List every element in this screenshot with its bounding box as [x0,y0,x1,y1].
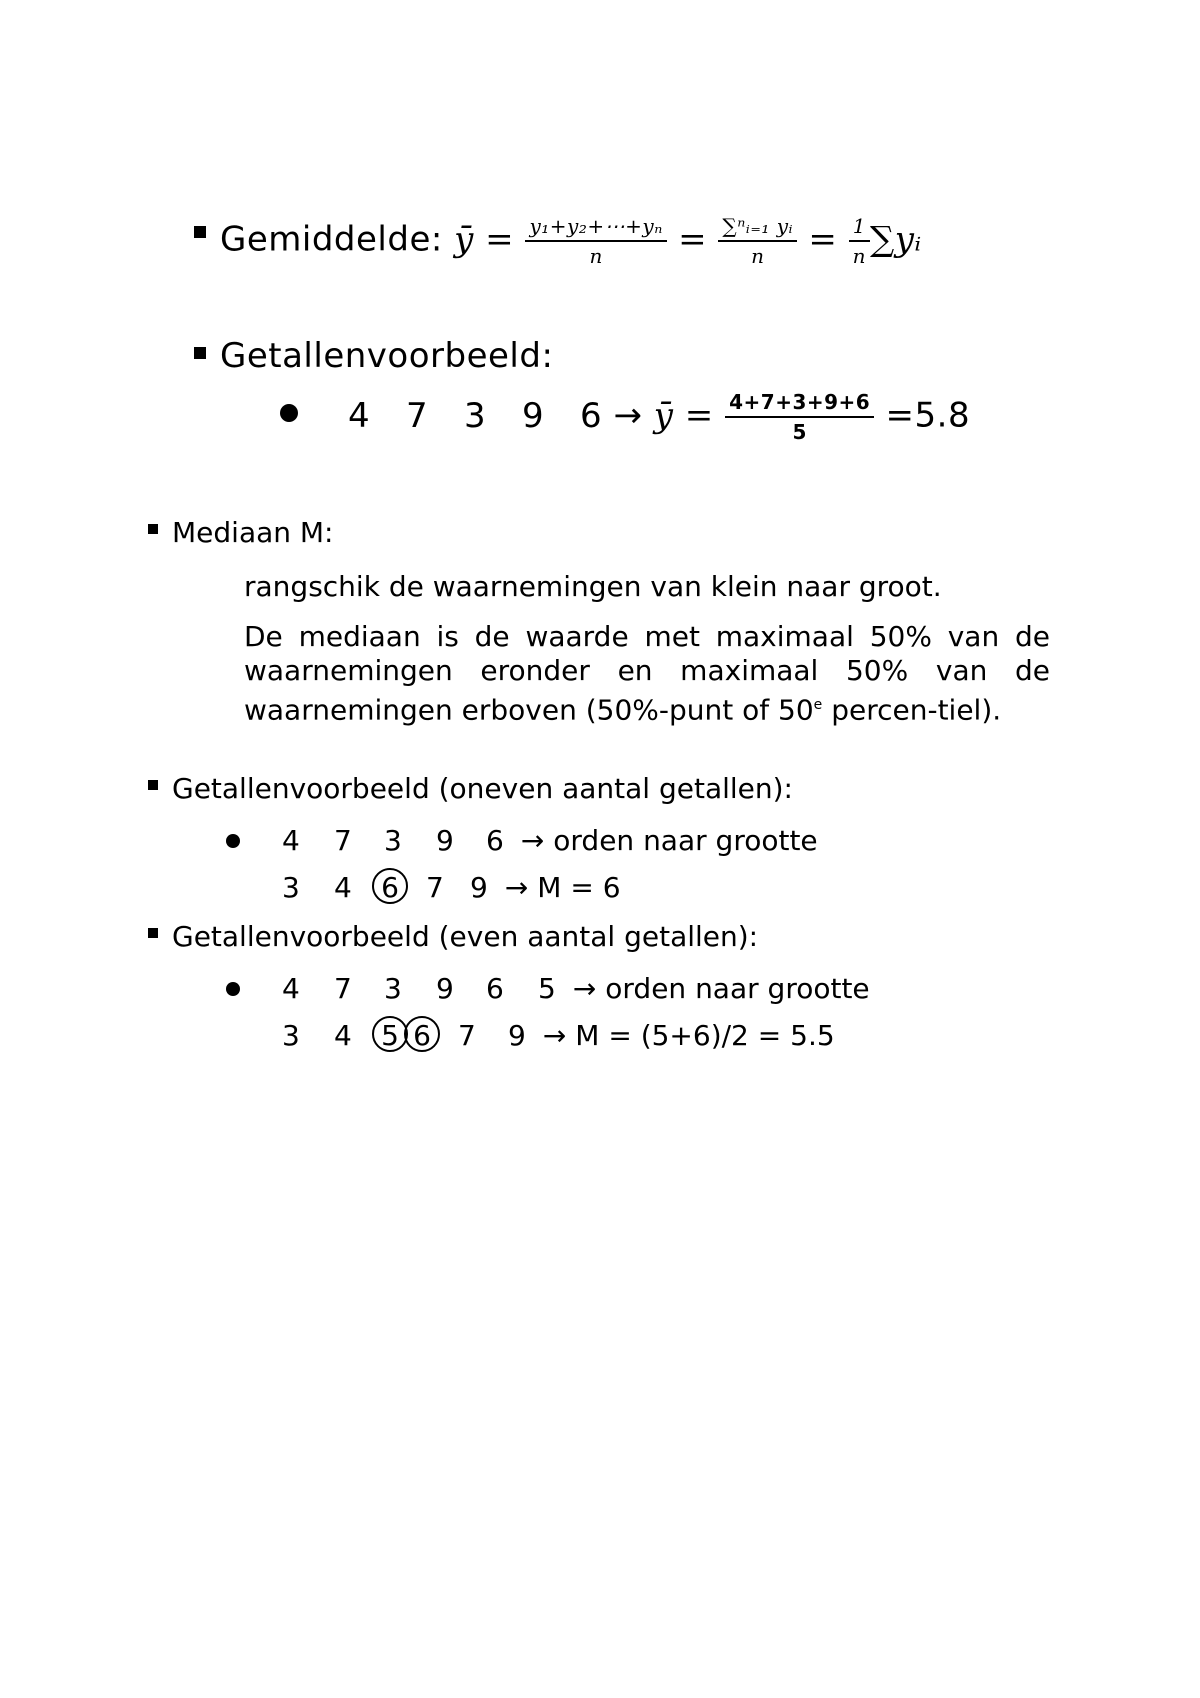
bullet-square-icon [194,347,206,359]
number: 4 [282,972,300,1005]
number: 4 [348,395,371,436]
equals-sign: = [485,219,515,260]
number: 5 [538,972,556,1005]
number: 4 [282,824,300,857]
number: 4 [334,1019,352,1052]
even-example-row1 [282,970,870,1008]
fraction-example-mean [725,388,874,446]
bullet-square-icon [194,226,206,238]
fraction-sum-over-n [525,212,666,270]
bullet-dot-icon [226,982,240,996]
number: 3 [282,871,300,904]
number: 9 [436,824,454,857]
fraction-denominator: 5 [792,420,807,444]
fraction-numerator: 1 [849,212,870,242]
number: 9 [470,871,488,904]
fraction-numerator: 4+7+3+9+6 [725,388,874,418]
median-definition-text: De mediaan is de waarde met maximaal 50% van de waarnemingen eronder en maximaal 50% van de waarnemingen erboven (50%-punt of 50 [244,620,1050,727]
median-result: → M = (5+6)/2 = 5.5 [542,1019,835,1052]
fraction-sigma-over-n [718,212,797,270]
number: 4 [334,871,352,904]
number: 6 [580,395,603,436]
fraction-denominator: n [589,244,603,268]
odd-example-heading: Getallenvoorbeeld (oneven aantal getallen): [172,772,793,805]
mean-label: Gemiddelde: [220,219,443,260]
odd-example-row2 [282,868,621,907]
ybar-symbol: ȳ [653,395,674,436]
fraction-numerator: ∑ⁿᵢ₌₁ yᵢ [718,212,797,242]
number: 7 [334,824,352,857]
superscript: e [813,697,823,713]
bullet-square-icon [148,524,158,534]
number: 7 [426,871,444,904]
odd-example-row1 [282,822,818,860]
bullet-square-icon [148,780,158,790]
median-definition [244,620,1050,727]
circled-median-number: 6 [372,868,408,904]
number: 9 [508,1019,526,1052]
equals-sign: = [808,219,838,260]
circled-median-number: 5 [372,1016,408,1052]
fraction-denominator: n [852,244,867,268]
sum-symbol: ∑yᵢ [869,219,922,260]
even-example-row2 [282,1016,835,1055]
mean-result: =5.8 [885,395,971,436]
number: 7 [334,972,352,1005]
equals-sign: = [678,219,708,260]
bullet-dot-icon [226,834,240,848]
number: 3 [464,395,487,436]
median-definition-text-end: percen-tiel). [822,693,1002,727]
number: 6 [486,972,504,1005]
example-mean-numbers [348,396,613,436]
circled-median-number: 6 [404,1016,440,1052]
example-mean-row [348,388,970,446]
fraction-one-over-n [849,212,870,270]
mean-formula [220,212,922,270]
fraction-numerator: y₁+y₂+⋯+yₙ [525,212,666,242]
number: 3 [384,972,402,1005]
median-result: → M = 6 [504,871,621,904]
bullet-square-icon [148,928,158,938]
ybar-symbol: ȳ [454,219,474,260]
bullet-dot-icon [280,404,298,422]
number: 7 [458,1019,476,1052]
example-mean-heading: Getallenvoorbeeld: [220,336,554,376]
order-by-size-text: → orden naar grootte [572,972,870,1005]
median-line1: rangschik de waarnemingen van klein naar groot. [244,570,942,603]
fraction-denominator: n [751,244,765,268]
number: 9 [522,395,545,436]
order-by-size-text: → orden naar grootte [520,824,818,857]
arrow-right-icon: → [613,395,643,436]
number: 3 [384,824,402,857]
number: 9 [436,972,454,1005]
median-heading: Mediaan M: [172,516,334,549]
number: 7 [406,395,429,436]
even-example-heading: Getallenvoorbeeld (even aantal getallen): [172,920,759,953]
number: 6 [486,824,504,857]
number: 3 [282,1019,300,1052]
equals-sign: = [684,395,714,436]
